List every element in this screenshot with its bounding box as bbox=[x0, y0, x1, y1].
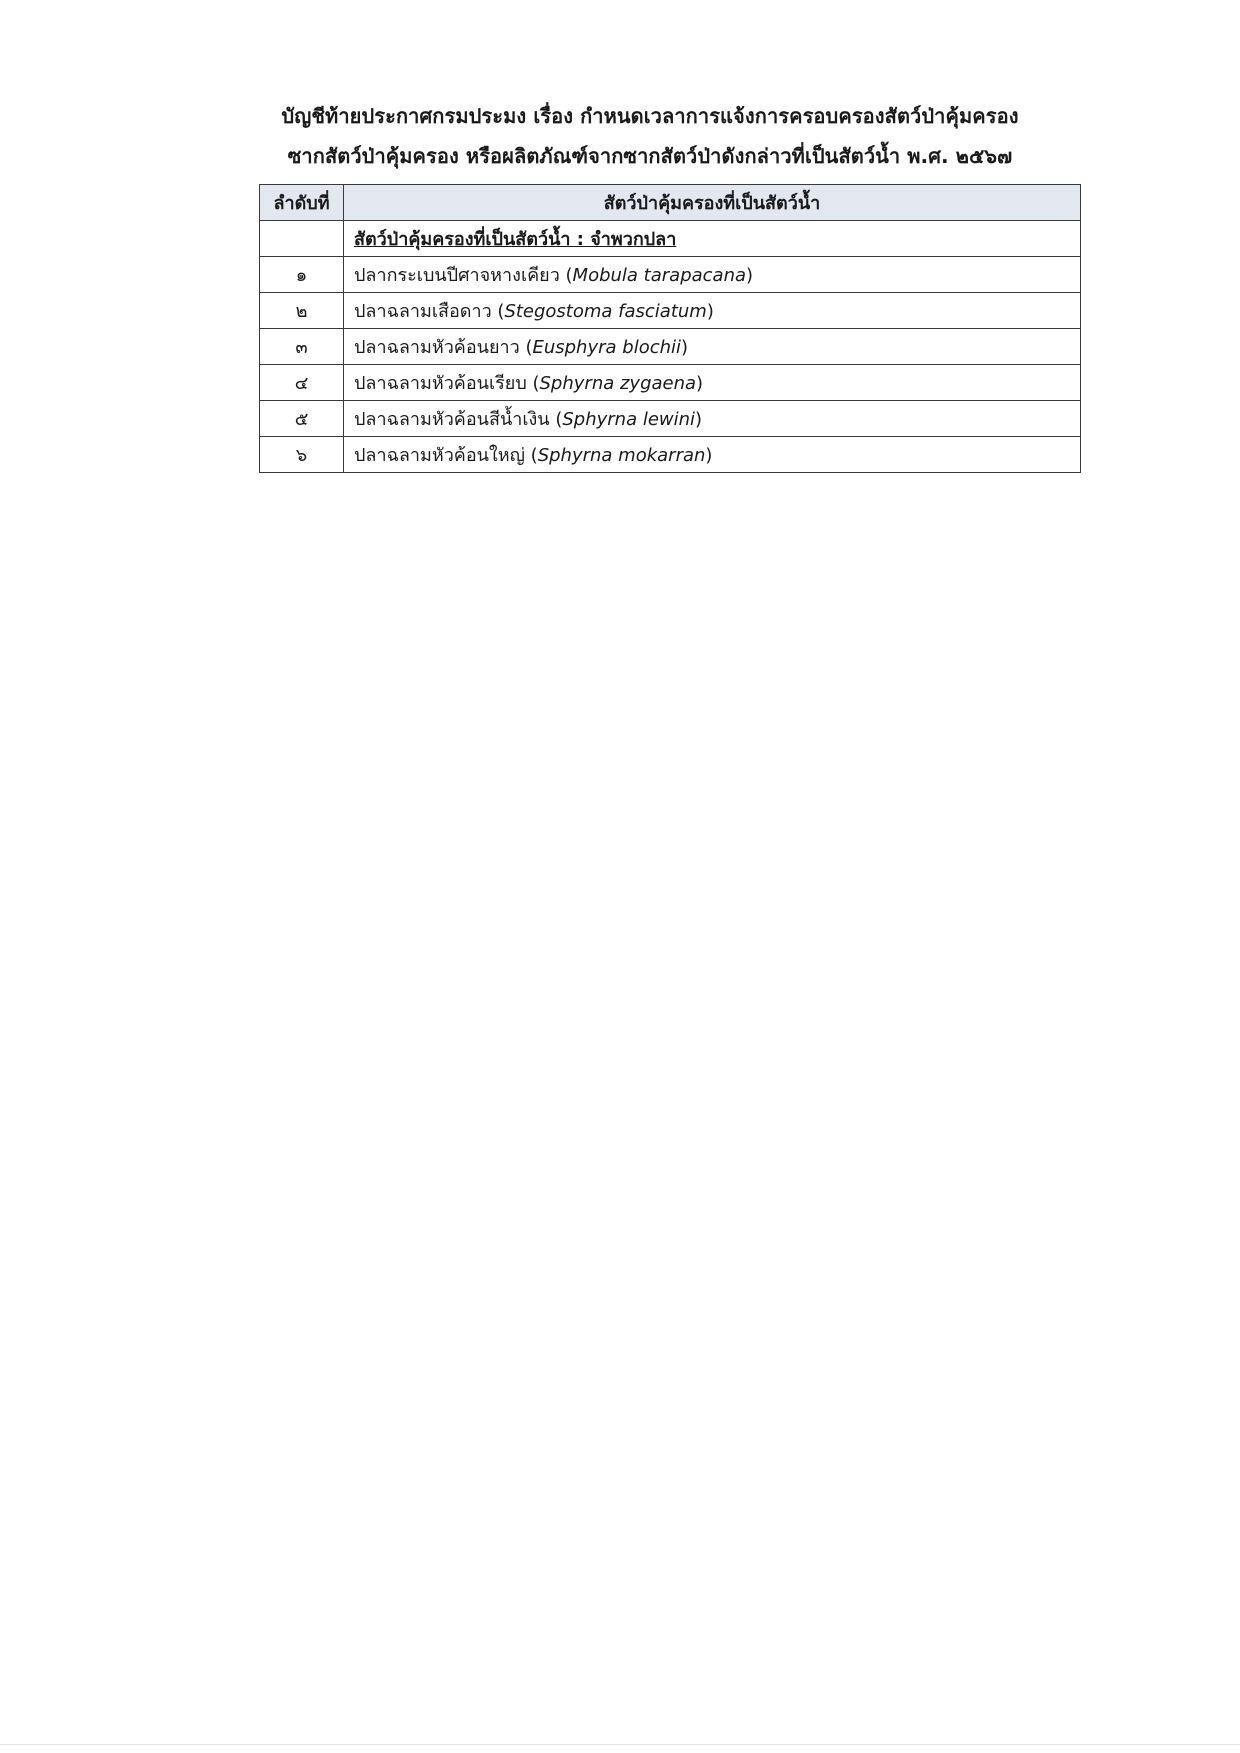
row-number: ๒ bbox=[260, 293, 344, 329]
group-label: สัตว์ป่าคุ้มครองที่เป็นสัตว์น้ำ : จำพวกปลา bbox=[354, 229, 677, 250]
row-number: ๕ bbox=[260, 401, 344, 437]
species-cell: ปลากระเบนปีศาจหางเคียว (Mobula tarapacana) bbox=[344, 257, 1081, 293]
group-row-number-cell bbox=[260, 221, 344, 257]
page-title bbox=[220, 96, 1080, 176]
species-thai-name: ปลาฉลามหัวค้อนยาว bbox=[354, 337, 520, 358]
species-cell: ปลาฉลามหัวค้อนยาว (Eusphyra blochii) bbox=[344, 329, 1081, 365]
species-thai-name: ปลาฉลามเสือดาว bbox=[354, 301, 492, 322]
species-scientific-name: Eusphyra blochii bbox=[532, 337, 682, 358]
species-scientific-name: Sphyrna zygaena bbox=[539, 373, 697, 394]
table-row bbox=[260, 329, 1081, 365]
scan-edge-line bbox=[0, 1744, 1240, 1745]
header-species: สัตว์ป่าคุ้มครองที่เป็นสัตว์น้ำ bbox=[344, 185, 1081, 221]
table-row bbox=[260, 257, 1081, 293]
title-line-1: บัญชีท้ายประกาศกรมประมง เรื่อง กำหนดเวลาการแจ้งการครอบครองสัตว์ป่าคุ้มครอง bbox=[281, 104, 1019, 128]
species-scientific-name: Sphyrna mokarran bbox=[537, 445, 706, 466]
species-cell: ปลาฉลามหัวค้อนใหญ่ (Sphyrna mokarran) bbox=[344, 437, 1081, 473]
group-row bbox=[260, 221, 1081, 257]
group-row-label-cell bbox=[344, 221, 1081, 257]
species-cell: ปลาฉลามหัวค้อนสีน้ำเงิน (Sphyrna lewini) bbox=[344, 401, 1081, 437]
row-number: ๑ bbox=[260, 257, 344, 293]
species-scientific-name: Sphyrna lewini bbox=[562, 409, 696, 430]
table-header-row bbox=[260, 185, 1081, 221]
title-line-2: ซากสัตว์ป่าคุ้มครอง หรือผลิตภัณฑ์จากซากสัตว์ป่าดังกล่าวที่เป็นสัตว์น้ำ พ.ศ. ๒๕๖๗ bbox=[287, 144, 1013, 168]
species-cell: ปลาฉลามหัวค้อนเรียบ (Sphyrna zygaena) bbox=[344, 365, 1081, 401]
species-thai-name: ปลากระเบนปีศาจหางเคียว bbox=[354, 265, 560, 286]
row-number: ๓ bbox=[260, 329, 344, 365]
species-scientific-name: Stegostoma fasciatum bbox=[504, 301, 707, 322]
table-row bbox=[260, 293, 1081, 329]
species-thai-name: ปลาฉลามหัวค้อนเรียบ bbox=[354, 373, 527, 394]
table-row bbox=[260, 401, 1081, 437]
species-scientific-name: Mobula tarapacana bbox=[572, 265, 747, 286]
row-number: ๖ bbox=[260, 437, 344, 473]
species-table bbox=[259, 184, 1081, 473]
header-order: ลำดับที่ bbox=[260, 185, 344, 221]
table-row bbox=[260, 437, 1081, 473]
species-thai-name: ปลาฉลามหัวค้อนใหญ่ bbox=[354, 445, 525, 466]
species-cell: ปลาฉลามเสือดาว (Stegostoma fasciatum) bbox=[344, 293, 1081, 329]
row-number: ๔ bbox=[260, 365, 344, 401]
table-row bbox=[260, 365, 1081, 401]
species-thai-name: ปลาฉลามหัวค้อนสีน้ำเงิน bbox=[354, 409, 550, 430]
